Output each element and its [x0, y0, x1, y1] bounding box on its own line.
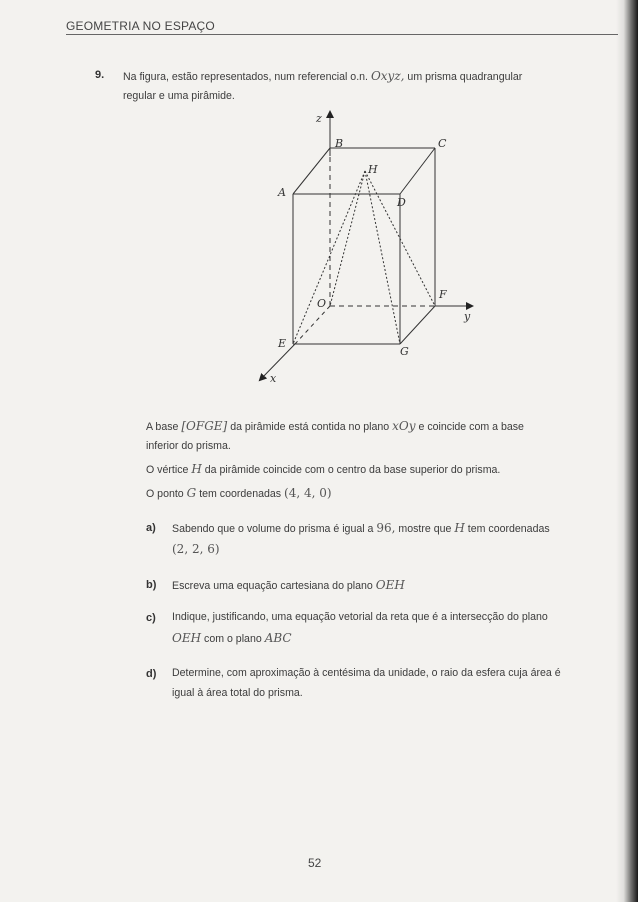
- part-d-letter: d): [146, 668, 157, 680]
- question-intro-line-1: [123, 70, 618, 83]
- s3-text-a: O ponto: [146, 488, 184, 500]
- s3-text-b: tem coordenadas: [199, 488, 282, 500]
- s2-text-b: da pirâmide coincide com o centro da base superior do prisma.: [204, 464, 501, 476]
- s1-text-c: e coincide com a base: [418, 421, 524, 433]
- question-intro-line-2: regular e uma pirâmide.: [123, 90, 235, 102]
- statement-2: [146, 463, 500, 476]
- part-a-math-96: 96,: [376, 521, 396, 535]
- label-x: x: [270, 372, 277, 385]
- part-b-math-oeh: OEH: [375, 578, 405, 592]
- pyramid-edge-HE: [293, 171, 365, 344]
- part-d-line-2: igual à área total do prisma.: [172, 687, 303, 699]
- edge-GF: [400, 306, 435, 344]
- part-c-line-1: Indique, justificando, uma equação vetorial da reta que é a intersecção do plano: [172, 611, 548, 623]
- label-H: H: [368, 163, 378, 176]
- label-D: D: [397, 196, 406, 209]
- part-c-math-oeh: OEH: [172, 631, 202, 645]
- statement-1-line-1: [146, 420, 524, 433]
- part-a-text-c: tem coordenadas: [467, 523, 550, 535]
- label-C: C: [438, 137, 447, 150]
- statement-1-line-2: inferior do prisma.: [146, 440, 231, 452]
- label-A: A: [278, 186, 286, 199]
- part-c-line-2: [172, 632, 292, 645]
- part-a-letter: a): [146, 522, 156, 534]
- label-F: F: [439, 288, 447, 301]
- statement-3: [146, 487, 332, 500]
- s3-math-coords: (4, 4, 0): [284, 486, 332, 500]
- part-d-line-1: Determine, com aproximação à centésima da unidade, o raio da esfera cuja área é: [172, 667, 561, 679]
- s2-math-h: H: [191, 462, 202, 476]
- s1-text-a: A base: [146, 421, 179, 433]
- intro-text-a: Na figura, estão representados, num referencial o.n.: [123, 71, 368, 83]
- intro-math-oxyz: Oxyz,: [370, 69, 405, 83]
- page-header-title: GEOMETRIA NO ESPAÇO: [66, 19, 215, 33]
- part-a-line-1: [172, 522, 550, 535]
- page-number: 52: [308, 856, 322, 870]
- part-c-letter: c): [146, 612, 156, 624]
- label-y: y: [464, 310, 471, 323]
- s1-math-ofge: [OFGE]: [181, 419, 228, 433]
- page-edge-shadow: [616, 0, 638, 902]
- part-a-line-2: [172, 543, 220, 556]
- question-number: 9.: [95, 69, 105, 81]
- label-O: O: [317, 297, 327, 310]
- part-a-text-b: mostre que: [398, 523, 452, 535]
- part-c-math-abc: ABC: [264, 631, 292, 645]
- label-G: G: [400, 345, 409, 358]
- s1-math-xoy: xOy: [392, 419, 416, 433]
- edge-CD: [400, 148, 435, 194]
- s1-text-b: da pirâmide está contida no plano: [230, 421, 390, 433]
- header-rule: [66, 34, 618, 35]
- part-a-text-a: Sabendo que o volume do prisma é igual a: [172, 523, 374, 535]
- prism-pyramid-figure: [240, 100, 500, 390]
- pyramid-edge-HG: [365, 171, 400, 344]
- label-B: B: [335, 137, 344, 150]
- intro-text-b: um prisma quadrangular: [407, 71, 523, 83]
- part-b-text-a: Escreva uma equação cartesiana do plano: [172, 580, 373, 592]
- label-z: z: [316, 112, 322, 125]
- label-E: E: [278, 337, 287, 350]
- part-b-letter: b): [146, 579, 157, 591]
- part-a-math-coords: (2, 2, 6): [172, 542, 220, 556]
- x-axis-hidden: [295, 306, 330, 344]
- s2-text-a: O vértice: [146, 464, 189, 476]
- pyramid-edge-HO: [330, 171, 365, 306]
- part-c-text-a: com o plano: [204, 633, 262, 645]
- s3-math-g: G: [186, 486, 197, 500]
- part-b-line-1: [172, 579, 405, 592]
- edge-AB: [293, 148, 330, 194]
- part-a-math-h: H: [454, 521, 465, 535]
